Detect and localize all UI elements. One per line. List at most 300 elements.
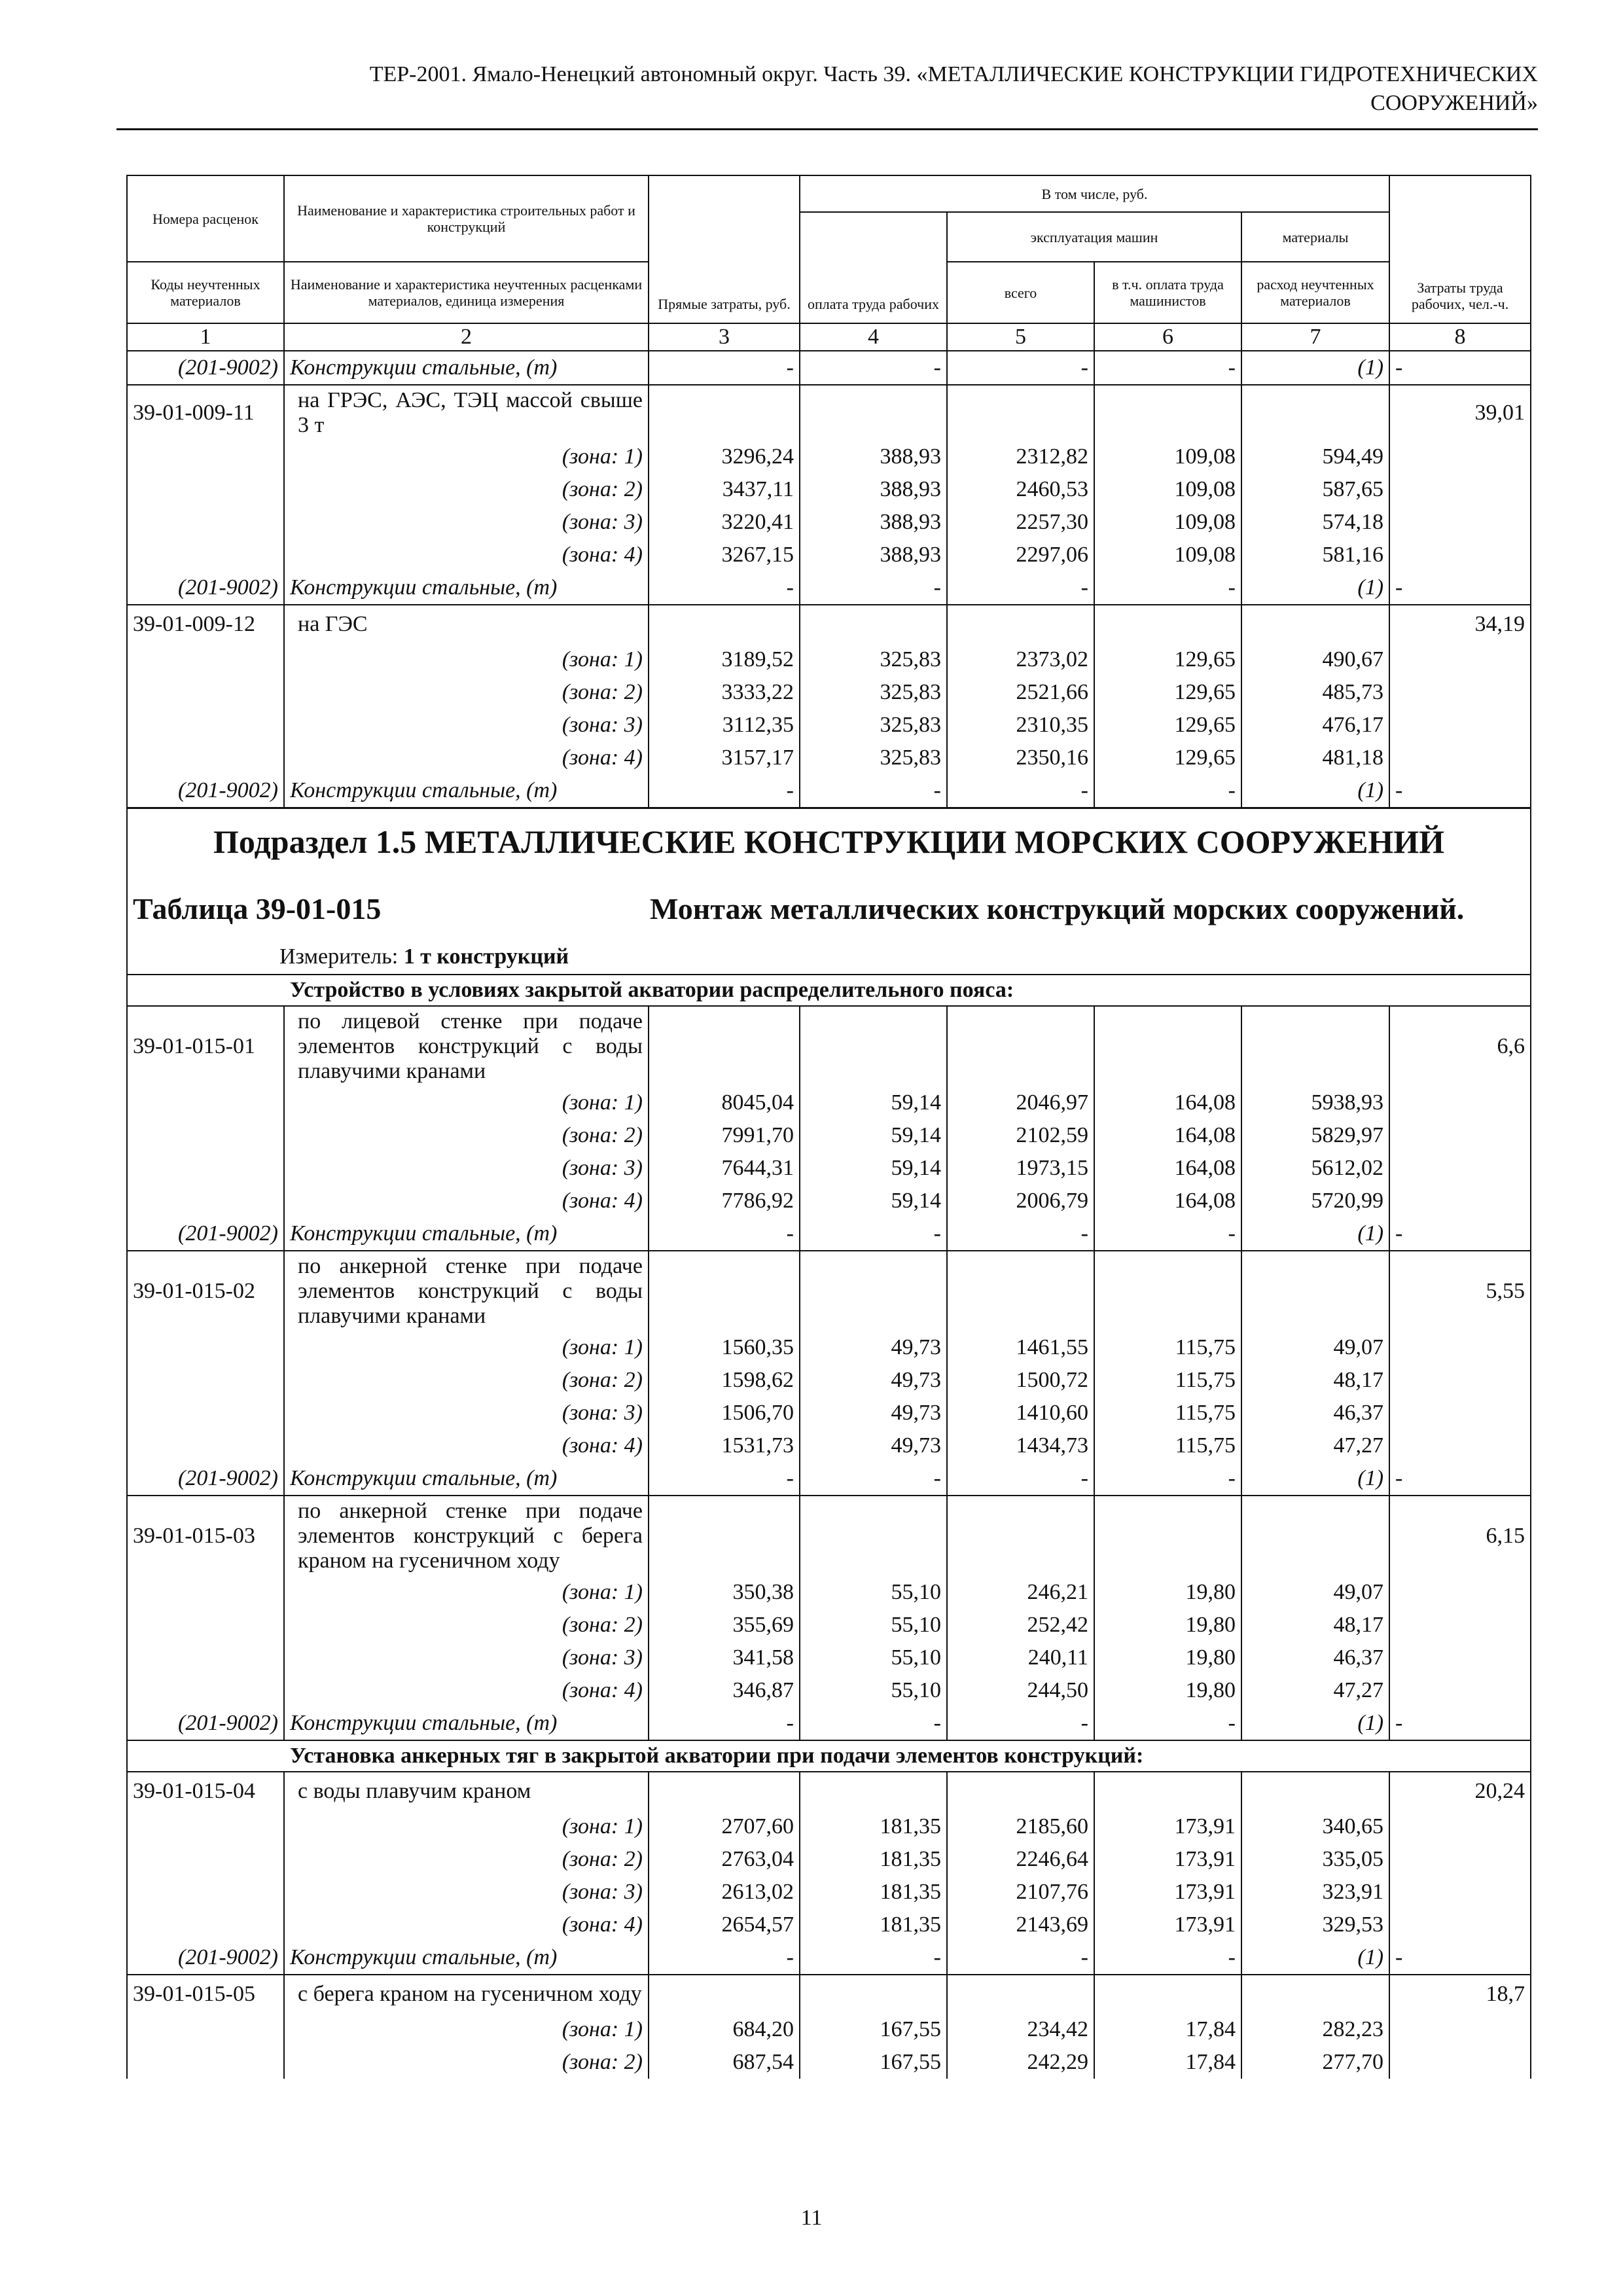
zone-row xyxy=(127,1331,1531,1364)
rate-name: на ГЭС xyxy=(284,605,649,643)
zone-machines-total: 2521,66 xyxy=(947,676,1094,709)
empty-cell xyxy=(800,1496,947,1576)
zone-label: (зона: 2) xyxy=(284,1119,649,1152)
labor-value: 18,7 xyxy=(1389,1975,1531,2013)
zone-row xyxy=(127,1152,1531,1185)
zone-direct-costs: 687,54 xyxy=(649,2046,800,2079)
zone-machinist-pay: 164,08 xyxy=(1094,1185,1241,1217)
material-row xyxy=(127,1707,1531,1740)
material-name: Конструкции стальные, (т) xyxy=(284,1462,649,1496)
empty-cell xyxy=(1094,385,1241,440)
empty-cell xyxy=(800,605,947,643)
zone-direct-costs: 1598,62 xyxy=(649,1364,800,1397)
material-machines: - xyxy=(947,571,1094,605)
col-num: 6 xyxy=(1094,323,1241,351)
zone-machines-total: 234,42 xyxy=(947,2013,1094,2046)
zone-row xyxy=(127,742,1531,774)
empty-cell xyxy=(649,1251,800,1331)
zone-labor-pay: 388,93 xyxy=(800,440,947,473)
empty-cell xyxy=(127,539,284,571)
labor-value: 34,19 xyxy=(1389,605,1531,643)
zone-direct-costs: 3189,52 xyxy=(649,643,800,676)
zone-direct-costs: 2654,57 xyxy=(649,1909,800,1941)
empty-cell xyxy=(649,1772,800,1810)
zone-labor-pay: 59,14 xyxy=(800,1185,947,1217)
col-num: 3 xyxy=(649,323,800,351)
material-direct: - xyxy=(649,1217,800,1251)
empty-cell xyxy=(947,1006,1094,1086)
zone-row xyxy=(127,1429,1531,1462)
zone-materials: 329,53 xyxy=(1241,1909,1389,1941)
zone-label: (зона: 4) xyxy=(284,539,649,571)
group-heading: Установка анкерных тяг в закрытой акватории при подачи элементов конструкций: xyxy=(127,1740,1531,1772)
zone-row xyxy=(127,1810,1531,1843)
zone-machinist-pay: 109,08 xyxy=(1094,539,1241,571)
zone-machines-total: 2143,69 xyxy=(947,1909,1094,1941)
material-qty: (1) xyxy=(1241,1941,1389,1975)
empty-cell xyxy=(127,709,284,742)
zone-machinist-pay: 115,75 xyxy=(1094,1429,1241,1462)
zone-machines-total: 2350,16 xyxy=(947,742,1094,774)
empty-cell xyxy=(1389,1119,1531,1152)
zone-direct-costs: 3112,35 xyxy=(649,709,800,742)
material-code: (201-9002) xyxy=(127,1462,284,1496)
zone-labor-pay: 59,14 xyxy=(800,1119,947,1152)
zone-materials: 5612,02 xyxy=(1241,1152,1389,1185)
empty-cell xyxy=(1241,1006,1389,1086)
empty-cell xyxy=(127,1576,284,1609)
material-row xyxy=(127,774,1531,808)
rate-row xyxy=(127,605,1531,643)
empty-cell xyxy=(127,1185,284,1217)
material-code: (201-9002) xyxy=(127,774,284,808)
zone-row xyxy=(127,539,1531,571)
empty-cell xyxy=(1389,1810,1531,1843)
zone-machinist-pay: 19,80 xyxy=(1094,1576,1241,1609)
zone-labor-pay: 181,35 xyxy=(800,1843,947,1876)
zone-row xyxy=(127,1641,1531,1674)
material-labor-pay: - xyxy=(800,1217,947,1251)
zone-labor-pay: 59,14 xyxy=(800,1152,947,1185)
zone-machines-total: 2185,60 xyxy=(947,1810,1094,1843)
zone-materials: 490,67 xyxy=(1241,643,1389,676)
material-code: (201-9002) xyxy=(127,571,284,605)
zone-direct-costs: 1560,35 xyxy=(649,1331,800,1364)
zone-direct-costs: 7991,70 xyxy=(649,1119,800,1152)
zone-machines-total: 2312,82 xyxy=(947,440,1094,473)
empty-cell xyxy=(649,385,800,440)
hdr-materials: материалы xyxy=(1241,212,1389,262)
rate-row xyxy=(127,1006,1531,1086)
zone-row xyxy=(127,2013,1531,2046)
material-labor: - xyxy=(1389,571,1531,605)
zone-labor-pay: 181,35 xyxy=(800,1810,947,1843)
empty-cell xyxy=(1389,1609,1531,1641)
material-labor-pay: - xyxy=(800,774,947,808)
empty-cell xyxy=(800,1006,947,1086)
zone-machines-total: 2297,06 xyxy=(947,539,1094,571)
rate-code: 39-01-015-04 xyxy=(127,1772,284,1810)
rate-row xyxy=(127,1975,1531,2013)
material-machines: - xyxy=(947,1707,1094,1740)
zone-labor-pay: 325,83 xyxy=(800,676,947,709)
measure-unit xyxy=(128,924,1530,974)
zone-label: (зона: 4) xyxy=(284,1909,649,1941)
hdr-machines-total: всего xyxy=(947,262,1094,323)
zone-labor-pay: 167,55 xyxy=(800,2046,947,2079)
material-direct: - xyxy=(649,774,800,808)
material-name: Конструкции стальные, (т) xyxy=(284,351,649,385)
empty-cell xyxy=(1389,1397,1531,1429)
material-machinist-pay: - xyxy=(1094,1941,1241,1975)
labor-value: 6,6 xyxy=(1389,1006,1531,1086)
material-machines: - xyxy=(947,1941,1094,1975)
zone-label: (зона: 1) xyxy=(284,440,649,473)
zone-label: (зона: 1) xyxy=(284,1331,649,1364)
zone-labor-pay: 388,93 xyxy=(800,539,947,571)
empty-cell xyxy=(1389,1429,1531,1462)
zone-machines-total: 242,29 xyxy=(947,2046,1094,2079)
zone-row xyxy=(127,1185,1531,1217)
labor-value: 6,15 xyxy=(1389,1496,1531,1576)
header-line-2: СООРУЖЕНИЙ» xyxy=(1370,91,1538,115)
zone-materials: 48,17 xyxy=(1241,1364,1389,1397)
empty-cell xyxy=(1241,1251,1389,1331)
empty-cell xyxy=(800,1251,947,1331)
empty-cell xyxy=(1389,1185,1531,1217)
empty-cell xyxy=(1094,1496,1241,1576)
empty-cell xyxy=(127,1119,284,1152)
table-caption xyxy=(128,894,1530,924)
zone-row xyxy=(127,1119,1531,1152)
zone-machines-total: 2006,79 xyxy=(947,1185,1094,1217)
zone-row xyxy=(127,506,1531,539)
zone-machines-total: 2107,76 xyxy=(947,1876,1094,1909)
material-row xyxy=(127,1217,1531,1251)
header-row-1 xyxy=(127,175,1531,212)
zone-row xyxy=(127,473,1531,506)
zone-materials: 46,37 xyxy=(1241,1641,1389,1674)
column-numbers-row xyxy=(127,323,1531,351)
material-direct: - xyxy=(649,1941,800,1975)
zone-direct-costs: 355,69 xyxy=(649,1609,800,1641)
zone-materials: 49,07 xyxy=(1241,1576,1389,1609)
empty-cell xyxy=(1389,539,1531,571)
empty-cell xyxy=(947,1496,1094,1576)
zone-machinist-pay: 109,08 xyxy=(1094,506,1241,539)
zone-direct-costs: 7786,92 xyxy=(649,1185,800,1217)
zone-machinist-pay: 17,84 xyxy=(1094,2046,1241,2079)
zone-row xyxy=(127,676,1531,709)
material-labor-pay: - xyxy=(800,571,947,605)
material-qty: (1) xyxy=(1241,1707,1389,1740)
page-number: 11 xyxy=(800,2206,823,2230)
zone-machines-total: 246,21 xyxy=(947,1576,1094,1609)
empty-cell xyxy=(1241,1772,1389,1810)
zone-machinist-pay: 164,08 xyxy=(1094,1119,1241,1152)
group-heading-row xyxy=(127,975,1531,1006)
empty-cell xyxy=(1389,1843,1531,1876)
col-num: 4 xyxy=(800,323,947,351)
material-machinist-pay: - xyxy=(1094,1217,1241,1251)
zone-row xyxy=(127,1876,1531,1909)
zone-row xyxy=(127,1609,1531,1641)
zone-row xyxy=(127,1397,1531,1429)
zone-label: (зона: 4) xyxy=(284,1674,649,1707)
empty-cell xyxy=(1389,1641,1531,1674)
table-name: Монтаж металлических конструкций морских сооружений. xyxy=(650,892,1465,925)
material-labor: - xyxy=(1389,1462,1531,1496)
zone-labor-pay: 55,10 xyxy=(800,1641,947,1674)
empty-cell xyxy=(649,1496,800,1576)
zone-label: (зона: 4) xyxy=(284,742,649,774)
empty-cell xyxy=(127,1876,284,1909)
col-num: 8 xyxy=(1389,323,1531,351)
material-direct: - xyxy=(649,1707,800,1740)
zone-materials: 574,18 xyxy=(1241,506,1389,539)
zone-labor-pay: 49,73 xyxy=(800,1397,947,1429)
material-code: (201-9002) xyxy=(127,1941,284,1975)
zone-machines-total: 2046,97 xyxy=(947,1086,1094,1119)
zone-materials: 49,07 xyxy=(1241,1331,1389,1364)
zone-label: (зона: 3) xyxy=(284,1397,649,1429)
material-qty: (1) xyxy=(1241,1462,1389,1496)
rate-code: 39-01-009-12 xyxy=(127,605,284,643)
empty-cell xyxy=(1094,605,1241,643)
measure-label: Измеритель: xyxy=(279,944,399,969)
material-qty: (1) xyxy=(1241,351,1389,385)
zone-materials: 340,65 xyxy=(1241,1810,1389,1843)
zone-machines-total: 2310,35 xyxy=(947,709,1094,742)
empty-cell xyxy=(1241,1975,1389,2013)
empty-cell xyxy=(127,1331,284,1364)
material-direct: - xyxy=(649,571,800,605)
zone-materials: 277,70 xyxy=(1241,2046,1389,2079)
zone-direct-costs: 2763,04 xyxy=(649,1843,800,1876)
zone-row xyxy=(127,1843,1531,1876)
empty-cell xyxy=(127,643,284,676)
zone-machinist-pay: 173,91 xyxy=(1094,1810,1241,1843)
zone-label: (зона: 1) xyxy=(284,1576,649,1609)
zone-direct-costs: 341,58 xyxy=(649,1641,800,1674)
zone-materials: 481,18 xyxy=(1241,742,1389,774)
zone-direct-costs: 350,38 xyxy=(649,1576,800,1609)
zone-label: (зона: 1) xyxy=(284,1086,649,1119)
zone-machines-total: 240,11 xyxy=(947,1641,1094,1674)
zone-materials: 587,65 xyxy=(1241,473,1389,506)
zone-row xyxy=(127,643,1531,676)
empty-cell xyxy=(127,440,284,473)
hdr-material-codes: Коды неучтенных материалов xyxy=(127,262,284,323)
zone-label: (зона: 3) xyxy=(284,1876,649,1909)
zone-machines-total: 2373,02 xyxy=(947,643,1094,676)
hdr-rate-no: Номера расценок xyxy=(127,175,284,262)
rate-name: с воды плавучим краном xyxy=(284,1772,649,1810)
empty-cell xyxy=(1094,1772,1241,1810)
empty-cell xyxy=(127,1364,284,1397)
zone-direct-costs: 1506,70 xyxy=(649,1397,800,1429)
empty-cell xyxy=(649,1006,800,1086)
empty-cell xyxy=(127,2046,284,2079)
empty-cell xyxy=(127,473,284,506)
zone-materials: 581,16 xyxy=(1241,539,1389,571)
zone-machines-total: 1500,72 xyxy=(947,1364,1094,1397)
zone-direct-costs: 3333,22 xyxy=(649,676,800,709)
material-qty: (1) xyxy=(1241,1217,1389,1251)
col-num: 1 xyxy=(127,323,284,351)
empty-cell xyxy=(127,1152,284,1185)
empty-cell xyxy=(127,1909,284,1941)
empty-cell xyxy=(127,742,284,774)
labor-value: 20,24 xyxy=(1389,1772,1531,1810)
material-direct: - xyxy=(649,351,800,385)
empty-cell xyxy=(1389,440,1531,473)
zone-direct-costs: 346,87 xyxy=(649,1674,800,1707)
material-machinist-pay: - xyxy=(1094,1707,1241,1740)
material-code: (201-9002) xyxy=(127,1217,284,1251)
zone-machines-total: 1973,15 xyxy=(947,1152,1094,1185)
zone-labor-pay: 325,83 xyxy=(800,742,947,774)
header-line-1: ТЕР-2001. Ямало-Ненецкий автономный округ. Часть 39. «МЕТАЛЛИЧЕСКИЕ КОНСТРУКЦИИ ГИДРОТЕХНИЧЕСКИХ xyxy=(369,62,1538,86)
zone-materials: 48,17 xyxy=(1241,1609,1389,1641)
zone-materials: 47,27 xyxy=(1241,1429,1389,1462)
zone-labor-pay: 388,93 xyxy=(800,473,947,506)
material-machines: - xyxy=(947,774,1094,808)
zone-labor-pay: 167,55 xyxy=(800,2013,947,2046)
zone-materials: 5720,99 xyxy=(1241,1185,1389,1217)
zone-direct-costs: 2707,60 xyxy=(649,1810,800,1843)
zone-machinist-pay: 173,91 xyxy=(1094,1876,1241,1909)
rate-code: 39-01-015-03 xyxy=(127,1496,284,1576)
zone-machinist-pay: 129,65 xyxy=(1094,742,1241,774)
empty-cell xyxy=(1241,1496,1389,1576)
zone-materials: 335,05 xyxy=(1241,1843,1389,1876)
zone-direct-costs: 3437,11 xyxy=(649,473,800,506)
empty-cell xyxy=(1241,385,1389,440)
material-labor-pay: - xyxy=(800,351,947,385)
material-name: Конструкции стальные, (т) xyxy=(284,1941,649,1975)
empty-cell xyxy=(127,1674,284,1707)
zone-materials: 282,23 xyxy=(1241,2013,1389,2046)
zone-machines-total: 1461,55 xyxy=(947,1331,1094,1364)
empty-cell xyxy=(1094,1975,1241,2013)
material-labor: - xyxy=(1389,1941,1531,1975)
rate-code: 39-01-015-01 xyxy=(127,1006,284,1086)
material-row xyxy=(127,1941,1531,1975)
empty-cell xyxy=(127,1810,284,1843)
empty-cell xyxy=(649,1975,800,2013)
zone-labor-pay: 49,73 xyxy=(800,1364,947,1397)
hdr-labor-pay: оплата труда рабочих xyxy=(800,212,947,323)
zone-direct-costs: 1531,73 xyxy=(649,1429,800,1462)
zone-label: (зона: 2) xyxy=(284,1364,649,1397)
material-name: Конструкции стальные, (т) xyxy=(284,571,649,605)
zone-machinist-pay: 109,08 xyxy=(1094,440,1241,473)
rate-name: по лицевой стенке при подаче элементов конструкций с воды плавучими кранами xyxy=(284,1006,649,1086)
zone-materials: 323,91 xyxy=(1241,1876,1389,1909)
empty-cell xyxy=(947,385,1094,440)
material-labor: - xyxy=(1389,774,1531,808)
zone-machinist-pay: 109,08 xyxy=(1094,473,1241,506)
zone-label: (зона: 1) xyxy=(284,1810,649,1843)
zone-materials: 476,17 xyxy=(1241,709,1389,742)
zone-label: (зона: 4) xyxy=(284,1185,649,1217)
zone-direct-costs: 3296,24 xyxy=(649,440,800,473)
zone-row xyxy=(127,2046,1531,2079)
zone-machines-total: 2246,64 xyxy=(947,1843,1094,1876)
hdr-material-names: Наименование и характеристика неучтенных расценками материалов, единица измерения xyxy=(284,262,649,323)
group-heading-row xyxy=(127,1740,1531,1772)
empty-cell xyxy=(1389,1086,1531,1119)
rate-name: на ГРЭС, АЭС, ТЭЦ массой свыше 3 т xyxy=(284,385,649,440)
zone-label: (зона: 1) xyxy=(284,2013,649,2046)
material-machines: - xyxy=(947,1217,1094,1251)
material-labor: - xyxy=(1389,1707,1531,1740)
zone-machines-total: 2257,30 xyxy=(947,506,1094,539)
empty-cell xyxy=(1389,709,1531,742)
empty-cell xyxy=(1389,1576,1531,1609)
empty-cell xyxy=(127,1086,284,1119)
material-code: (201-9002) xyxy=(127,351,284,385)
empty-cell xyxy=(1389,742,1531,774)
zone-labor-pay: 388,93 xyxy=(800,506,947,539)
zone-labor-pay: 59,14 xyxy=(800,1086,947,1119)
material-machinist-pay: - xyxy=(1094,1462,1241,1496)
material-machinist-pay: - xyxy=(1094,571,1241,605)
zone-labor-pay: 49,73 xyxy=(800,1331,947,1364)
zone-labor-pay: 49,73 xyxy=(800,1429,947,1462)
empty-cell xyxy=(127,1843,284,1876)
material-row xyxy=(127,1462,1531,1496)
empty-cell xyxy=(1389,473,1531,506)
zone-machinist-pay: 115,75 xyxy=(1094,1397,1241,1429)
empty-cell xyxy=(1389,1152,1531,1185)
zone-label: (зона: 2) xyxy=(284,1843,649,1876)
zone-machinist-pay: 17,84 xyxy=(1094,2013,1241,2046)
empty-cell xyxy=(947,1772,1094,1810)
subsection-title: Подраздел 1.5 МЕТАЛЛИЧЕСКИЕ КОНСТРУКЦИИ МОРСКИХ СООРУЖЕНИЙ xyxy=(213,823,1444,860)
empty-cell xyxy=(1094,1251,1241,1331)
rate-row xyxy=(127,1251,1531,1331)
zone-machinist-pay: 173,91 xyxy=(1094,1909,1241,1941)
empty-cell xyxy=(1389,506,1531,539)
rate-name: по анкерной стенке при подаче элементов конструкций с берега краном на гусеничном ходу xyxy=(284,1496,649,1576)
zone-machines-total: 1410,60 xyxy=(947,1397,1094,1429)
empty-cell xyxy=(1389,1331,1531,1364)
material-machines: - xyxy=(947,351,1094,385)
empty-cell xyxy=(1389,2013,1531,2046)
material-row xyxy=(127,351,1531,385)
zone-machines-total: 2102,59 xyxy=(947,1119,1094,1152)
zone-materials: 47,27 xyxy=(1241,1674,1389,1707)
zone-row xyxy=(127,1576,1531,1609)
zone-machinist-pay: 164,08 xyxy=(1094,1086,1241,1119)
zone-materials: 46,37 xyxy=(1241,1397,1389,1429)
zone-label: (зона: 1) xyxy=(284,643,649,676)
material-qty: (1) xyxy=(1241,571,1389,605)
zone-machinist-pay: 19,80 xyxy=(1094,1609,1241,1641)
hdr-unaccounted-materials: расход неучтенных материалов xyxy=(1241,262,1389,323)
zone-machines-total: 244,50 xyxy=(947,1674,1094,1707)
labor-value: 39,01 xyxy=(1389,385,1531,440)
rate-row xyxy=(127,385,1531,440)
group-heading: Устройство в условиях закрытой акватории распределительного пояса: xyxy=(127,975,1531,1006)
zone-labor-pay: 181,35 xyxy=(800,1876,947,1909)
empty-cell xyxy=(127,2013,284,2046)
material-name: Конструкции стальные, (т) xyxy=(284,1707,649,1740)
empty-cell xyxy=(947,605,1094,643)
zone-direct-costs: 8045,04 xyxy=(649,1086,800,1119)
